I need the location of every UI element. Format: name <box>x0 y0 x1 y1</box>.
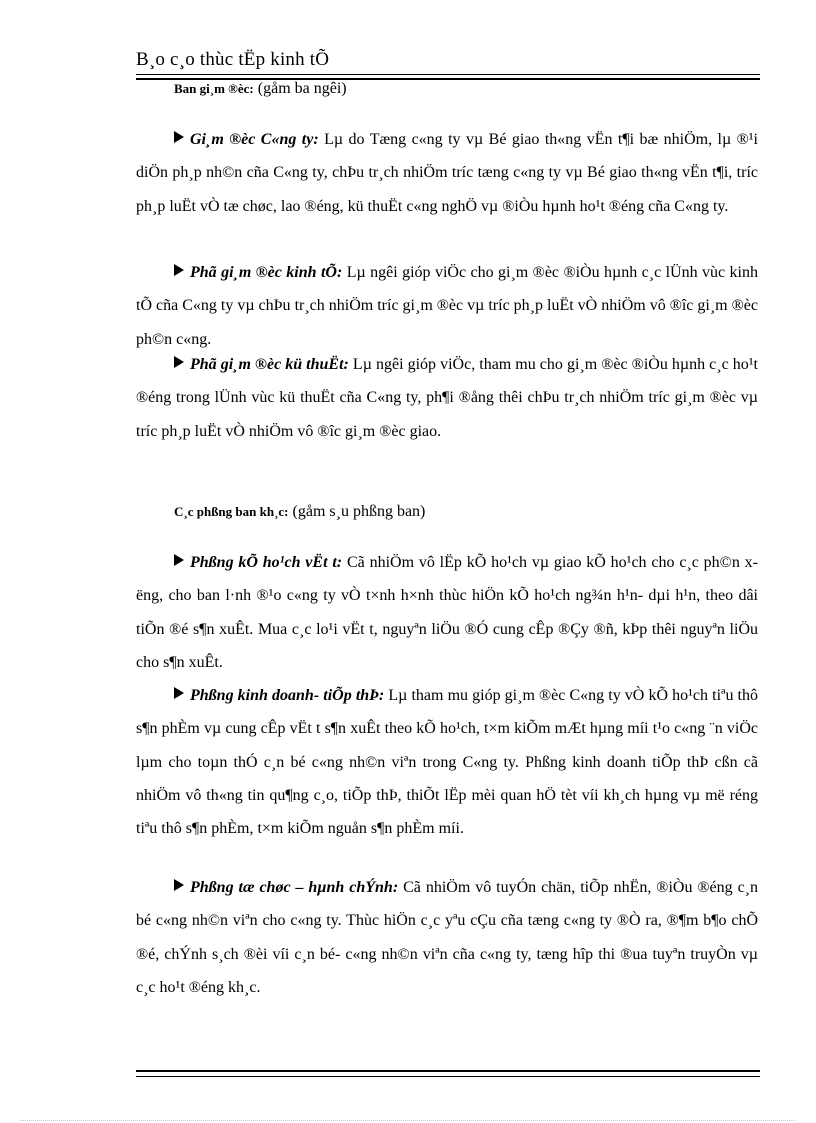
departments-label: C¸c phßng ban kh¸c: <box>174 504 289 519</box>
arrow-bullet-icon <box>174 687 184 699</box>
dept-item-admin <box>136 871 758 1004</box>
item-text: Lµ ngêi gióp viÖc cho gi¸m ®èc ®iÒu hµnh c¸c lÜnh vùc kinh tÕ cña C«ng ty vµ chÞu tr¸ch nhiÖm tríc gi¸m ®èc vµ tríc ph¸p luËt vÒ nhiÖm vô ®îc gi¸m ®èc ph©n c«ng. <box>136 264 759 348</box>
item-term: Phßng kÕ ho¹ch vËt t: <box>190 554 343 571</box>
board-item-deputy-economic <box>136 256 758 356</box>
arrow-bullet-icon <box>174 356 184 368</box>
item-term: Phã gi¸m ®èc kinh tÕ: <box>190 264 343 281</box>
item-text: Cã nhiÖm vô lËp kÕ ho¹ch vµ giao kÕ ho¹ch cho c¸c ph©n xëng, cho ban l·nh ®¹o c«ng ty vÒ t×nh h×nh thùc hiÖn kÕ ho¹ch ng¾n h¹n- dµi h¹n, theo dâi tiÕn ®é s¶n xuÊt. Mua c¸c lo¹i vËt t, nguyªn liÖu ®Ó cung cÊp ®Çy ®ñ, kÞp thêi nguyªn liÖu cho s¶n xuÊt. <box>136 554 758 671</box>
board-subheading <box>174 80 347 98</box>
item-term: Phßng kinh doanh- tiÕp thÞ: <box>190 687 385 704</box>
item-term: Phßng tæ chøc – hµnh chÝnh: <box>190 879 399 896</box>
footer-rule-thin <box>136 1076 760 1077</box>
item-text: Lµ do Tæng c«ng ty vµ Bé giao th«ng vËn t¶i bæ nhiÖm, lµ ®¹i diÖn ph¸p nh©n cña C«ng ty, chÞu tr¸ch nhiÖm tríc tæng c«ng ty vµ Bé giao th«ng vËn t¶i, tríc ph¸p luËt vÒ tæ chøc, lao ®éng, kü thuËt c«ng nghÖ vµ ®iÒu hµnh ho¹t ®éng cña C«ng ty. <box>136 131 758 215</box>
item-text: Lµ ngêi gióp viÖc, tham mu cho gi¸m ®èc ®iÒu hµnh c¸c ho¹t ®éng trong lÜnh vùc kü thuËt cña C«ng ty, ph¶i ®ång thêi chÞu tr¸ch nhiÖm tríc gi¸m ®èc vµ tríc ph¸p luËt vÒ nhiÖm vô ®îc gi¸m ®èc giao. <box>136 356 758 440</box>
board-label: Ban gi¸m ®èc: <box>174 81 254 96</box>
dept-item-business <box>136 679 758 845</box>
item-term: Gi¸m ®èc C«ng ty: <box>190 131 319 148</box>
board-item-deputy-technical <box>136 348 758 448</box>
page-edge-dotted-line <box>20 1120 796 1121</box>
footer-rule-thick <box>136 1070 760 1072</box>
departments-subheading <box>174 503 425 521</box>
board-item-director <box>136 123 758 223</box>
arrow-bullet-icon <box>174 264 184 276</box>
arrow-bullet-icon <box>174 554 184 566</box>
header-rule-thin <box>136 74 760 75</box>
dept-item-planning <box>136 546 758 679</box>
item-term: Phã gi¸m ®èc kü thuËt: <box>190 356 349 373</box>
running-header: B¸o c¸o thùc tËp kinh tÕ <box>136 49 330 70</box>
departments-count-note: (gåm s¸u phßng ban) <box>292 503 426 520</box>
arrow-bullet-icon <box>174 131 184 143</box>
item-text: Cã nhiÖm vô tuyÓn chän, tiÕp nhËn, ®iÒu ®éng c¸n bé c«ng nh©n viªn cho c«ng ty. Thùc hiÖn c¸c yªu cÇu cña tæng c«ng ty ®Ò ra, ®¶m b¶o chÕ ®é, chÝnh s¸ch ®èi víi c¸n bé- c«ng nh©n viªn cña c«ng ty, tæng hîp thi ®ua tuyªn truyÒn vµ c¸c ho¹t ®éng kh¸c. <box>136 879 759 996</box>
item-text: Lµ tham mu gióp gi¸m ®èc C«ng ty vÒ kÕ ho¹ch tiªu thô s¶n phÈm vµ cung cÊp vËt t s¶n xuÊt theo kÕ ho¹ch, t×m kiÕm mÆt hµng míi t¹o c«ng ¨n viÖc lµm cho toµn thÓ c¸n bé c«ng nh©n viªn trong C«ng ty. Phßng kinh doanh tiÕp thÞ cßn cã nhiÖm vô th«ng tin qu¶ng c¸o, tiÕp thÞ, thiÕt lËp mèi quan hÖ tèt víi kh¸ch hµng vµ më réng tiªu thô s¶n phÈm, t×m kiÕm nguån s¶n phÈm míi. <box>136 687 759 838</box>
arrow-bullet-icon <box>174 879 184 891</box>
board-count-note: (gåm ba ngêi) <box>257 80 347 97</box>
